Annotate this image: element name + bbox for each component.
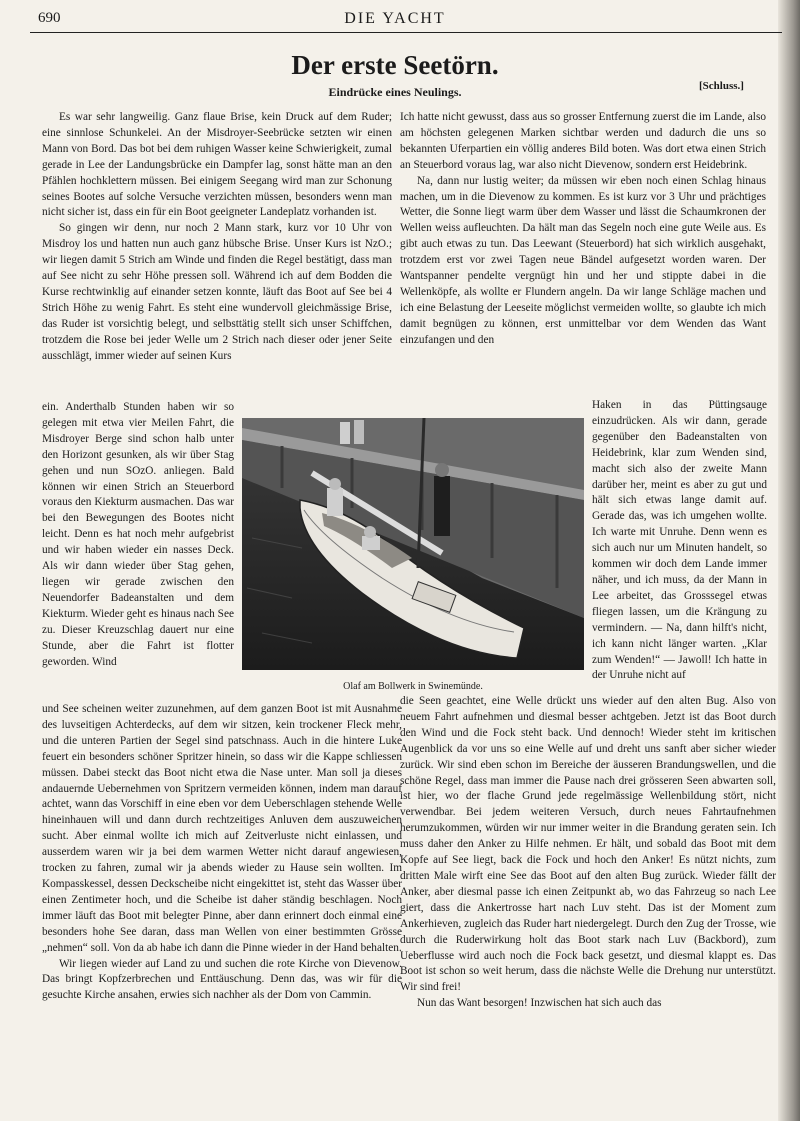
right-column-bottom bbox=[400, 694, 776, 1012]
continuation-note: [Schluss.] bbox=[699, 80, 744, 92]
left-column-top bbox=[42, 110, 392, 365]
page-number: 690 bbox=[38, 10, 61, 26]
paragraph: Wir liegen wieder auf Land zu und suchen die rote Kirche von Dievenow. Das bringt Kopfzerbrechen und Enttäuschung. Denn das, was wir für die gesuchte Kirche ansahen, erwies sich nachher als der Dom von Cammin. bbox=[42, 957, 402, 1002]
right-column-beside-photo bbox=[592, 398, 767, 684]
paragraph: Es war sehr langweilig. Ganz flaue Brise, kein Druck auf dem Ruder; eine sinnlose Schunkelei. An der Misdroyer-Seebrücke setzten wir einen Mann von Bord. Das bot bei dem ruhigen Wasser keine Schwierigkeit, zumal gerade in Lee der Landungsbrücke ein Dampfer lag, sonst hätte man an den Pfählen hochklettern müssen. Bei einigem Seegang wird man zur Schonung seines Bootes auf solche Versuche verzichten müssen, besonders wenn man nicht sicher ist, dass ein für ein Boot geeigneter Landeplatz vorhanden ist. bbox=[42, 111, 392, 219]
photo-caption: Olaf am Bollwerk in Swinemünde. bbox=[343, 681, 483, 692]
paragraph: Na, dann nur lustig weiter; da müssen wir eben noch einen Schlag hinaus machen, um in die Dievenow zu kommen. Es ist kurz vor 3 Uhr und prächtiges Wetter, die Sonne liegt warm über dem Wasser und lässt die Schaumkronen der Wellen weiss aufleuchten. Da hält man das Segeln noch eine gute Weile aus. Es gibt auch etwas zu tun. Das Leewant (Steuerbord) hat sich wirklich ausgehakt, trotzdem erst vor zwei Tagen neue Bändel aufgesetzt worden waren. Der Wantspanner pendelte vergnügt hin und her und stippte dabei in die Wellenköpfe, als wollte er Flundern angeln. Da wir lange Schläge machen und ich eine Belastung der Leeseite möglichst vermeiden wollte, so glaubte ich mich damit begnügen zu können, erst unmittelbar vor dem Wenden das Want einzufangen und den bbox=[400, 174, 766, 346]
header-rule bbox=[30, 32, 782, 33]
paragraph: Ich hatte nicht gewusst, dass aus so grosser Entfernung zuerst die im Lande, also am höchsten gelegenen Marken sichtbar werden und dadurch die uns so bekannten Uferpartien ein völlig anderes Bild boten. Was dort etwa einen Strich an Steuerbord voraus lag, war also nicht Dievenow, sondern erst Heidebrink. bbox=[400, 111, 766, 171]
article-subtitle: Eindrücke eines Neulings. bbox=[328, 85, 462, 99]
page-edge-shadow bbox=[778, 0, 800, 1121]
left-column-beside-photo bbox=[42, 400, 234, 670]
sailboat-photo bbox=[242, 418, 584, 670]
paragraph: Haken in das Püttingsauge einzudrücken. Als wir dann, gerade gegenüber den Badeanstalten von Heidebrink, klar zum Wenden sind, macht sich also der zweite Mann darüber her, meint es aber zu gut und hält sich etwas lange damit auf. Gerade das, was ich umgehen wollte. Ich warte mit Unruhe. Denn wenn es sich auch nur um Minuten handelt, so kommen wir doch dem Lande immer näher, und ich muss, da der Mann in Lee arbeitet, das Grosssegel etwas fliegen lassen, um die Krängung zu vermindern. — Na, dann hilft's nicht, ich kann nicht länger warten. „Klar zum Wenden!“ — Jawoll! Ich hatte in der Unruhe nicht auf bbox=[592, 399, 767, 682]
paragraph: die Seen geachtet, eine Welle drückt uns wieder auf den alten Bug. Also von neuem Fahrt aufnehmen und diesmal besser achtgeben. Jetzt ist das Boot durch den Wind und die Fock steht back. Und dennoch! Wieder steht im kritischen Augenblick da vor uns so eine Welle auf und dreht uns sanft aber sicher wieder zurück. Wir sind eben schon im Bereiche der äusseren Brandungswellen, und die schöne Regel, dass man immer die Pause nach drei grösseren Seen abwarten soll, ist hier, wo der flache Grund jede regelmässige Wellenbildung stört, nicht verwendbar. Bei jedem weiteren Versuch, durch neues Fahrtaufnehmen herumzukommen, würden wir nur immer weiter in die Brandung geraten sein. Ich muss daher den Anker zu Hilfe nehmen. Er hält, und sobald das Boot mit dem Kopfe auf See liegt, back die Fock und hoch den Anker! Es nützt nichts, zum dritten Male wirft eine See das Boot auf den alten Bug zurück. Wieder fällt der Anker, aber diesmal passe ich einen Zeitpunkt ab, wo das Fahrzeug so nach Lee giert, dass die Ankertrosse hart nach Luv steht. Das ist der Moment zum Ankerhieven, zugleich das Ruder hart niedergelegt. Durch den Zug der Trosse, wie durch die Ruderwirkung holt das Boot stark nach Luv (Backbord), zum Ueberflusse wird auch noch die Fock back gesetzt, und diesmal klappt es. Das Boot ist schon so weit herum, dass die nächste Welle die Drehung nur unterstützt. Wir sind frei! bbox=[400, 695, 776, 994]
paragraph: ein. Anderthalb Stunden haben wir so gelegen mit etwa vier Meilen Fahrt, die Misdroyer Berge sind schon halb unter den Horizont gesunken, als wir über Stag gehen und nun SOzO. anliegen. Bald können wir einen Strich an Steuerbord voraus den Kiekturm ausmachen. Das war bei den Bewegungen des Bootes nicht leicht. Denn es hat noch mehr aufgebrist und wir haben wieder ein nasses Deck. Als wir dann wieder über Stag gehen, liegen wir gerade zwischen den Neuendorfer Badeanstalten und dem Kiekturm. Wieder geht es hinaus nach See zu. Dieser Kreuzschlag dauert nur eine Stunde, aber die Fahrt ist flotter geworden. Wind bbox=[42, 401, 234, 668]
paragraph: So gingen wir denn, nur noch 2 Mann stark, kurz vor 10 Uhr von Misdroy los und hatten nun auch ganz hübsche Brise. Unser Kurs ist NzO.; wir liegen damit 5 Strich am Winde und finden die Regel bestätigt, dass man auf See nicht zu sehr Höhe pressen soll. Während ich auf dem Bodden die Kurse rechtwinklig auf einander setzen konnte, läuft das Boot auf See bei 4 Strich Höhe zu wenig Fahrt. Es steht eine wundervoll gleichmässige Brise, das Ruder ist vorsichtig belegt, und selbsttätig stellt sich unser Schiffchen, trotzdem die Rose bei jeder Welle um 2 Strich nach dieser oder jener Seite ausschlägt, immer wieder auf seinen Kurs bbox=[42, 222, 392, 362]
running-title: DIE YACHT bbox=[344, 10, 446, 27]
left-column-bottom bbox=[42, 702, 402, 1004]
paragraph: und See scheinen weiter zuzunehmen, auf dem ganzen Boot ist mit Ausnahme des luvseitigen Achterdecks, auf dem wir sitzen, kein trockener Fleck mehr, und die unteren Partien der Segel sind patschnass. Auch in die hintere Luke feuert ein besonders schöner Spritzer hinein, so dass wir die Kappe schliessen müssen. Dabei steckt das Boot nicht etwa die Nase unter. Man soll ja dieses andauernde Uebernehmen von Spritzern vermeiden können, indem man darauf achtet, wann das Vorschiff in eine eben vor dem Ueberschlagen stehende Welle hineinhauen will und dann durch rechtzeitiges Anluven dem auszuweichen sucht. Aber einmal wollte ich mich auf Zeitverluste nicht einlassen, und ausserdem waren wir ja bei dem warmen Wetter nicht darauf angewiesen, trocken zu fahren, zumal wir ja abends wieder zu Hause sein wollten. Im Kompasskessel, dessen Deckscheibe nicht eingekittet ist, steht das Wasser über einen Zentimeter hoch, und die Scheibe ist daher ständig beschlagen. Noch immer läuft das Boot mit belegter Pinne, aber dann erinnert doch einmal eine besonders hohe See daran, dass man Wellen von einer bestimmten Grösse „nehmen“ soll. Von da ab habe ich dann die Pinne wieder in der Hand behalten. bbox=[42, 703, 402, 954]
right-column-top bbox=[400, 110, 766, 349]
article-title: Der erste Seetörn. bbox=[291, 50, 499, 80]
paragraph: Nun das Want besorgen! Inzwischen hat sich auch das bbox=[416, 997, 662, 1010]
